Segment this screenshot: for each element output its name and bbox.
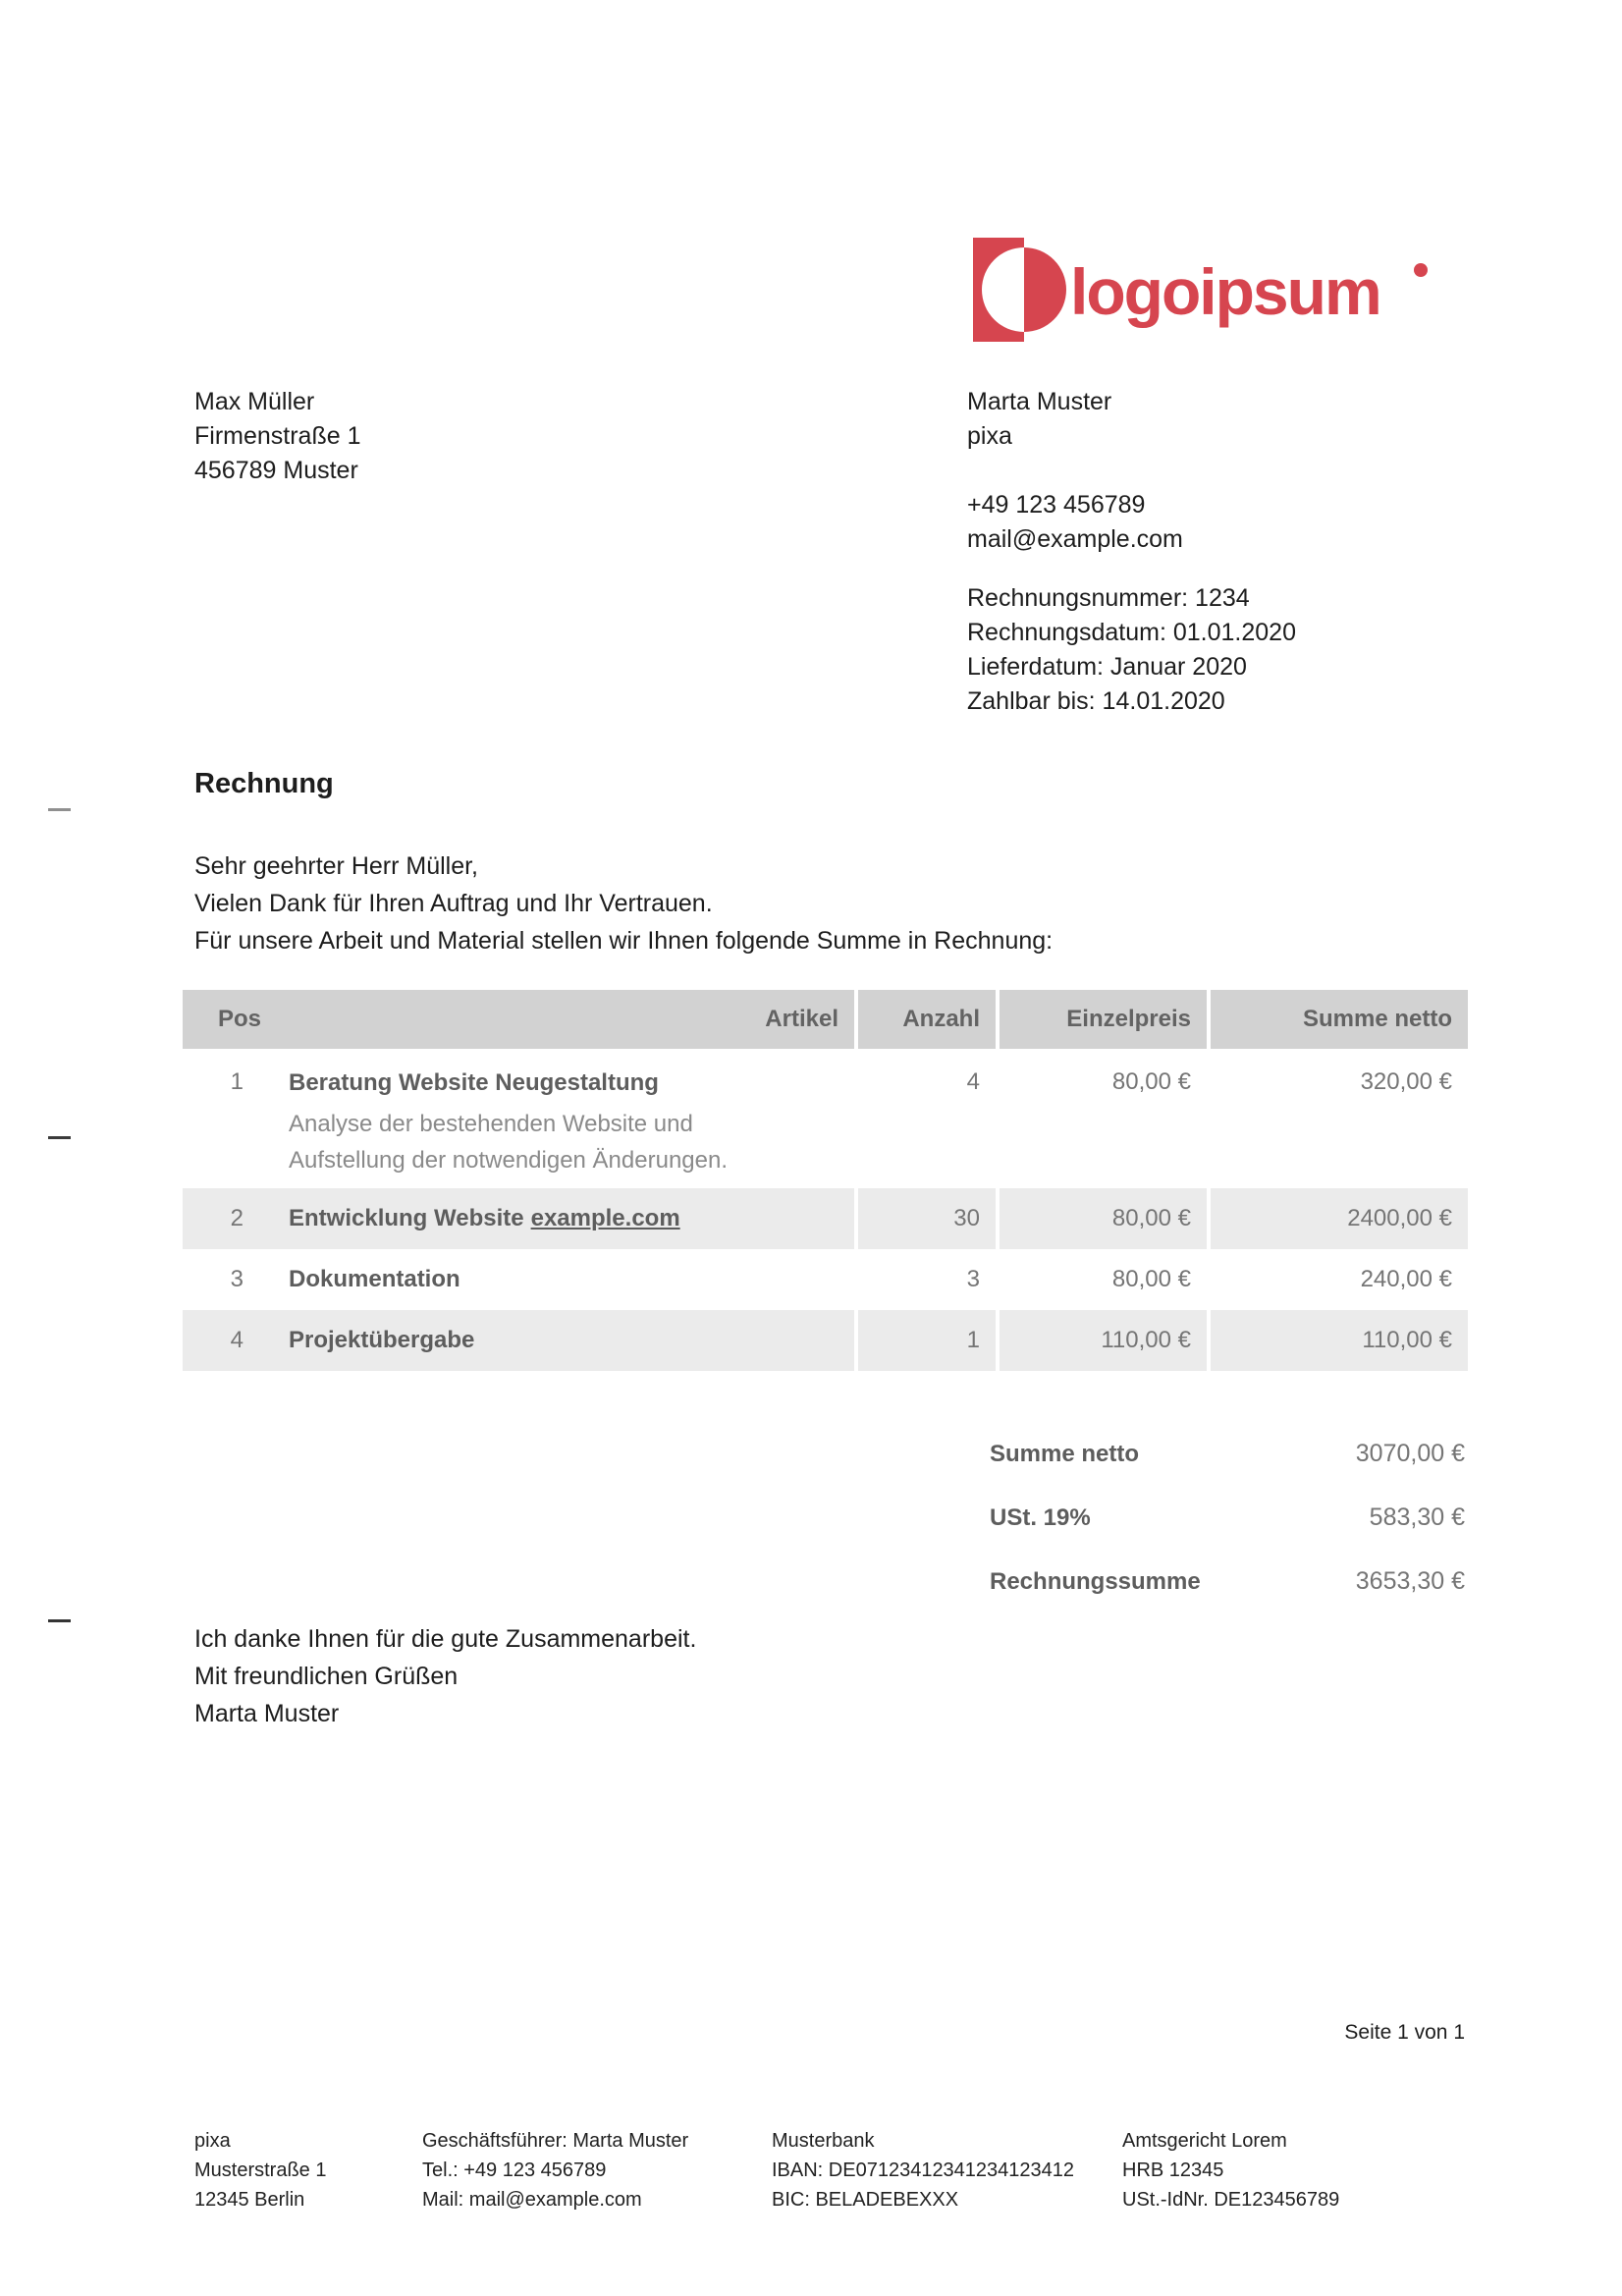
closing-thanks: Ich danke Ihnen für die gute Zusammenarbeit.	[194, 1625, 697, 1653]
footer-court: Amtsgericht Lorem	[1122, 2130, 1287, 2152]
grand-total-value: 3653,30 €	[1355, 1567, 1465, 1595]
sender-contact	[967, 488, 1183, 557]
item-website-link[interactable]: example.com	[530, 1205, 680, 1231]
footer-legal	[1122, 2126, 1339, 2214]
item-pos: 2	[183, 1188, 277, 1249]
grand-total-label: Rechnungssumme	[990, 1567, 1201, 1595]
company-logo	[973, 238, 1434, 346]
totals-section	[990, 1422, 1465, 1613]
item-quantity: 3	[854, 1249, 996, 1310]
item-quantity: 1	[854, 1310, 996, 1371]
logo-halfcircle-icon	[982, 247, 1066, 332]
item-title: Beratung Website Neugestaltung	[289, 1069, 659, 1096]
logo-trademark-dot-icon	[1414, 263, 1428, 277]
due-date: Zahlbar bis: 14.01.2020	[967, 687, 1225, 715]
vat-label: USt. 19%	[990, 1503, 1091, 1531]
page-indicator: Seite 1 von 1	[1344, 2021, 1465, 2044]
footer-hrb: HRB 12345	[1122, 2159, 1224, 2181]
footer-vat-id: USt.-IdNr. DE123456789	[1122, 2189, 1340, 2211]
invoice-meta	[967, 581, 1296, 719]
item-unit-price: 80,00 €	[996, 1249, 1207, 1310]
page-title: Rechnung	[194, 768, 334, 799]
grand-total-row	[990, 1550, 1465, 1613]
fold-mark-top	[48, 808, 71, 811]
item-title: Entwicklung Website	[289, 1205, 524, 1231]
sender-name: Marta Muster	[967, 388, 1112, 415]
recipient-street: Firmenstraße 1	[194, 422, 361, 450]
logo-wordmark: logoipsum	[1070, 255, 1380, 328]
item-quantity: 4	[854, 1049, 996, 1188]
footer-bic: BIC: BELADEBEXXX	[772, 2189, 959, 2211]
table-row	[183, 1049, 1468, 1188]
footer-company-city: 12345 Berlin	[194, 2189, 305, 2211]
sender-block	[967, 385, 1111, 454]
footer-email: Mail: mail@example.com	[422, 2189, 642, 2211]
footer-company-address	[194, 2126, 326, 2214]
footer-phone: Tel.: +49 123 456789	[422, 2159, 607, 2181]
total-net-label: Summe netto	[990, 1440, 1140, 1467]
item-pos: 1	[183, 1049, 277, 1188]
item-title: Dokumentation	[289, 1266, 460, 1292]
item-unit-price: 80,00 €	[996, 1188, 1207, 1249]
intro-paragraph	[194, 847, 1053, 959]
col-header-einzelpreis: Einzelpreis	[996, 990, 1207, 1049]
thanks-line: Vielen Dank für Ihren Auftrag und Ihr Vertrauen.	[194, 890, 713, 917]
item-title: Projektübergabe	[289, 1327, 475, 1353]
fold-mark-bottom	[48, 1619, 71, 1622]
sender-email: mail@example.com	[967, 525, 1183, 553]
sender-phone: +49 123 456789	[967, 491, 1146, 519]
vat-value: 583,30 €	[1369, 1503, 1465, 1531]
item-unit-price: 110,00 €	[996, 1310, 1207, 1371]
item-pos: 4	[183, 1310, 277, 1371]
item-unit-price: 80,00 €	[996, 1049, 1207, 1188]
recipient-address	[194, 385, 360, 488]
footer-managing-director: Geschäftsführer: Marta Muster	[422, 2130, 689, 2152]
table-row	[183, 1310, 1468, 1371]
item-total: 110,00 €	[1207, 1310, 1468, 1371]
item-total: 2400,00 €	[1207, 1188, 1468, 1249]
sender-company: pixa	[967, 422, 1012, 450]
hole-punch-mark	[48, 1136, 71, 1139]
invoice-date: Rechnungsdatum: 01.01.2020	[967, 619, 1296, 646]
table-header-row	[183, 990, 1468, 1049]
closing-regards: Mit freundlichen Grüßen	[194, 1663, 459, 1690]
table-row	[183, 1188, 1468, 1249]
col-header-summe-netto: Summe netto	[1207, 990, 1468, 1049]
footer-contact	[422, 2126, 688, 2214]
delivery-date: Lieferdatum: Januar 2020	[967, 653, 1247, 681]
table-row	[183, 1249, 1468, 1310]
invoice-table	[183, 990, 1468, 1371]
item-quantity: 30	[854, 1188, 996, 1249]
footer-iban: IBAN: DE07123412341234123412	[772, 2159, 1075, 2181]
vat-row	[990, 1486, 1465, 1550]
total-net-row	[990, 1422, 1465, 1486]
item-total: 240,00 €	[1207, 1249, 1468, 1310]
closing-paragraph	[194, 1620, 696, 1732]
recipient-city: 456789 Muster	[194, 457, 358, 484]
col-header-pos: Pos	[183, 990, 277, 1049]
item-pos: 3	[183, 1249, 277, 1310]
footer-bank-details	[772, 2126, 1074, 2214]
closing-signature: Marta Muster	[194, 1700, 340, 1727]
item-total: 320,00 €	[1207, 1049, 1468, 1188]
total-net-value: 3070,00 €	[1355, 1440, 1465, 1467]
col-header-artikel: Artikel	[277, 990, 854, 1049]
footer-bank-name: Musterbank	[772, 2130, 875, 2152]
salutation: Sehr geehrter Herr Müller,	[194, 852, 479, 880]
recipient-name: Max Müller	[194, 388, 315, 415]
intro-line: Für unsere Arbeit und Material stellen wir Ihnen folgende Summe in Rechnung:	[194, 927, 1054, 955]
invoice-number: Rechnungsnummer: 1234	[967, 584, 1250, 612]
footer-company-street: Musterstraße 1	[194, 2159, 327, 2181]
footer-company-name: pixa	[194, 2130, 231, 2152]
col-header-anzahl: Anzahl	[854, 990, 996, 1049]
item-description: Analyse der bestehenden Website und Aufstellung der notwendigen Änderungen.	[289, 1111, 728, 1174]
